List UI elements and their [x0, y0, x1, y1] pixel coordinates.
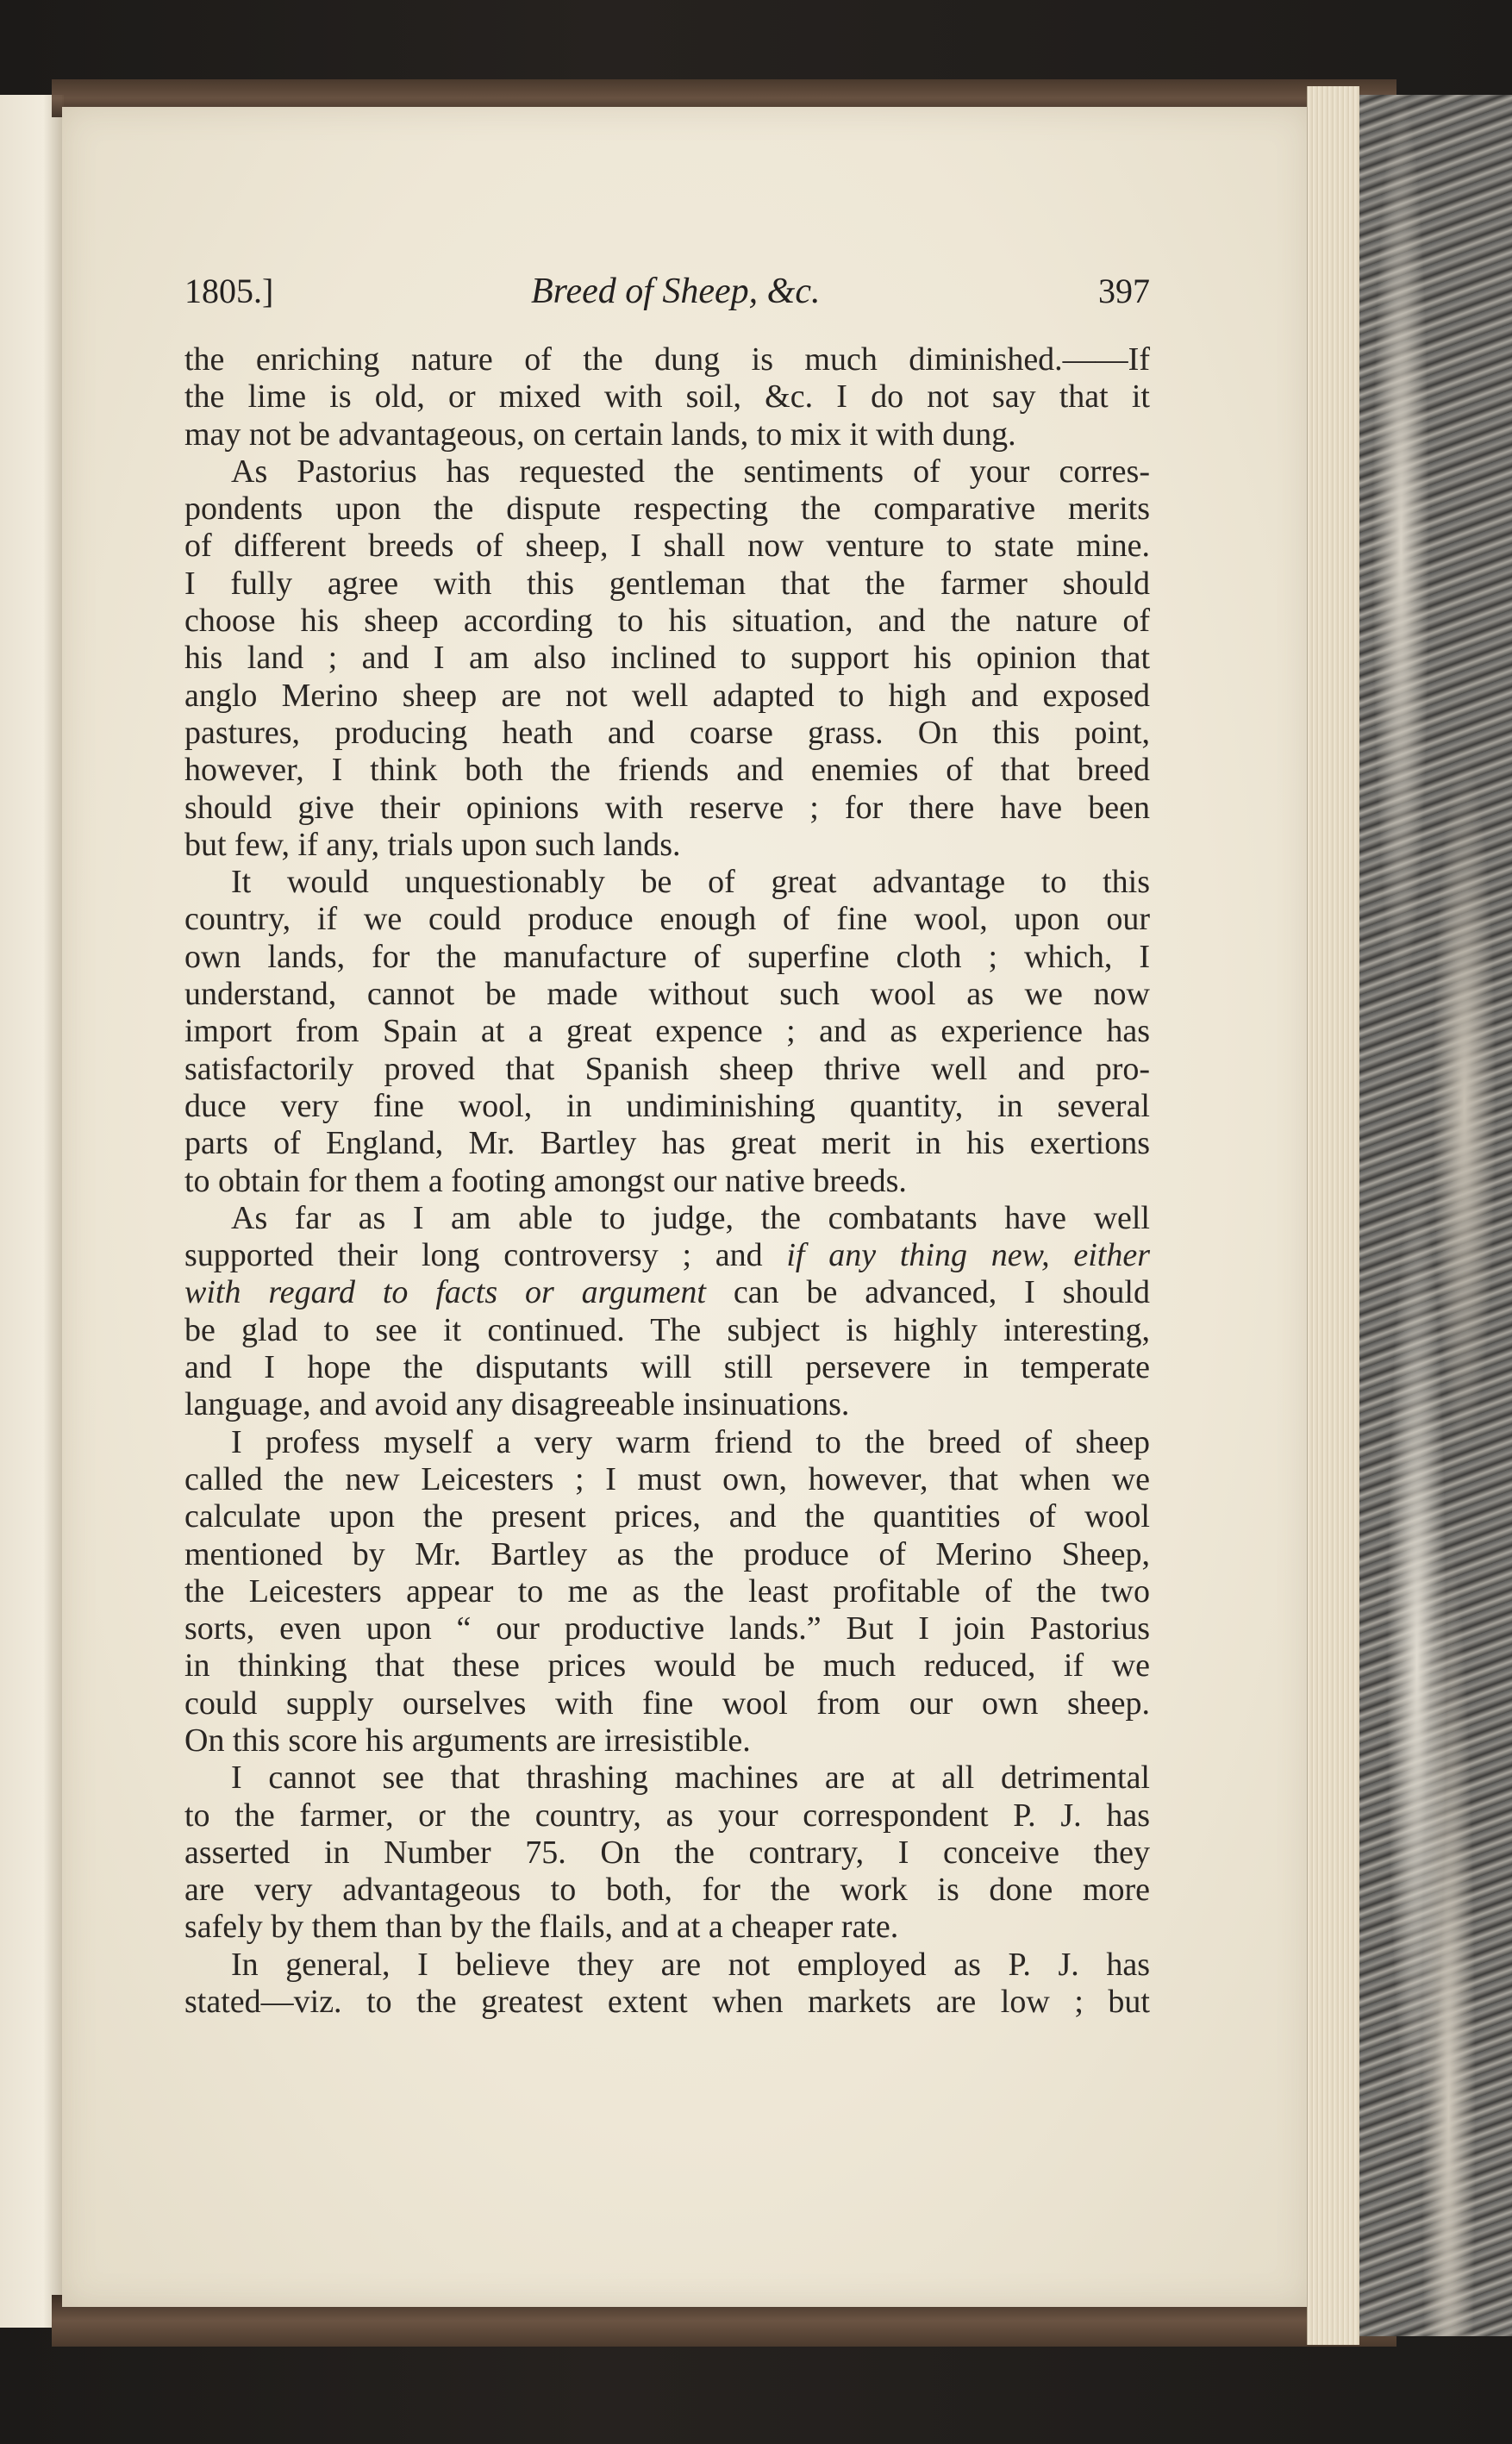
italic-phrase: with regard to facts or argument — [184, 1274, 706, 1311]
text-line: in thinking that these prices would be much reduced, if we — [184, 1647, 1150, 1685]
text-line — [184, 1237, 1150, 1274]
text-line: but few, if any, trials upon such lands. — [184, 826, 681, 863]
running-header — [184, 271, 1150, 322]
text-line: parts of England, Mr. Bartley has great merit in his exertions — [184, 1125, 1150, 1162]
text-line: could supply ourselves with fine wool from our own sheep. — [184, 1685, 1150, 1722]
text-line: language, and avoid any disagreeable insinuations. — [184, 1386, 850, 1423]
text-line: understand, cannot be made without such wool as we now — [184, 976, 1150, 1013]
text-line: may not be advantageous, on certain lands, to mix it with dung. — [184, 416, 1016, 453]
text-line: own lands, for the manufacture of superfine cloth ; which, I — [184, 938, 1150, 975]
text-line — [184, 1274, 1150, 1311]
text-line: to obtain for them a footing amongst our native breeds. — [184, 1162, 907, 1199]
text-line: choose his sheep according to his situation, and the nature of — [184, 603, 1150, 640]
text-line: import from Spain at a great expence ; and as experience has — [184, 1013, 1150, 1050]
italic-phrase: if any thing new, either — [786, 1237, 1150, 1274]
text-line: In general, I believe they are not employed as P. J. has — [231, 1946, 1150, 1983]
text-line: As Pastorius has requested the sentiments of your corres- — [231, 453, 1150, 490]
text-line: however, I think both the friends and enemies of that breed — [184, 752, 1150, 789]
text-line: stated—viz. to the greatest extent when markets are low ; but — [184, 1984, 1150, 2021]
text-line: asserted in Number 75. On the contrary, I conceive they — [184, 1834, 1150, 1871]
text-run: can be advanced, I should — [733, 1274, 1150, 1311]
text-run: supported their long controversy ; and — [184, 1237, 763, 1274]
text-line: of different breeds of sheep, I shall now venture to state mine. — [184, 528, 1150, 565]
text-line: I cannot see that thrashing machines are at all detrimental — [231, 1760, 1150, 1797]
page-block-edge — [1307, 86, 1359, 2345]
text-line: his land ; and I am also inclined to support his opinion that — [184, 640, 1150, 677]
text-line: anglo Merino sheep are not well adapted to high and exposed — [184, 677, 1150, 714]
text-line: the Leicesters appear to me as the least profitable of the two — [184, 1572, 1150, 1610]
text-line: pondents upon the dispute respecting the comparative merits — [184, 491, 1150, 528]
text-line: As far as I am able to judge, the combatants have well — [231, 1199, 1150, 1236]
text-line: pastures, producing heath and coarse grass. On this point, — [184, 714, 1150, 751]
text-line: I profess myself a very warm friend to the breed of sheep — [231, 1423, 1150, 1460]
text-line: It would unquestionably be of great advantage to this — [231, 864, 1150, 901]
text-line: the enriching nature of the dung is much diminished.——If — [184, 341, 1150, 378]
text-line: I fully agree with this gentleman that the farmer should — [184, 565, 1150, 602]
text-line: called the new Leicesters ; I must own, however, that when we — [184, 1460, 1150, 1497]
text-line: be glad to see it continued. The subject is highly interesting, — [184, 1311, 1150, 1348]
text-line: safely by them than by the flails, and at a cheaper rate. — [184, 1909, 899, 1946]
marbled-cover-board — [1353, 95, 1512, 2336]
header-year: 1805.] — [184, 272, 274, 310]
text-line: On this score his arguments are irresistible. — [184, 1722, 751, 1759]
text-line: sorts, even upon “ our productive lands.” But I join Pastorius — [184, 1610, 1150, 1647]
text-line: mentioned by Mr. Bartley as the produce of Merino Sheep, — [184, 1535, 1150, 1572]
text-line: are very advantageous to both, for the work is done more — [184, 1872, 1150, 1909]
text-line: satisfactorily proved that Spanish sheep thrive well and pro- — [184, 1050, 1150, 1087]
text-line: calculate upon the present prices, and the quantities of wool — [184, 1498, 1150, 1535]
text-line: the lime is old, or mixed with soil, &c. I do not say that it — [184, 378, 1150, 416]
body-text — [184, 341, 1150, 2021]
text-line: should give their opinions with reserve ; for there have been — [184, 789, 1150, 826]
text-line: to the farmer, or the country, as your correspondent P. J. has — [184, 1797, 1150, 1834]
facing-page-edge — [0, 95, 64, 2328]
text-line: duce very fine wool, in undiminishing quantity, in several — [184, 1087, 1150, 1124]
page-number: 397 — [1098, 272, 1150, 310]
text-line: and I hope the disputants will still persevere in temperate — [184, 1349, 1150, 1386]
text-line: country, if we could produce enough of fine wool, upon our — [184, 901, 1150, 938]
header-title: Breed of Sheep, &c. — [531, 272, 821, 311]
